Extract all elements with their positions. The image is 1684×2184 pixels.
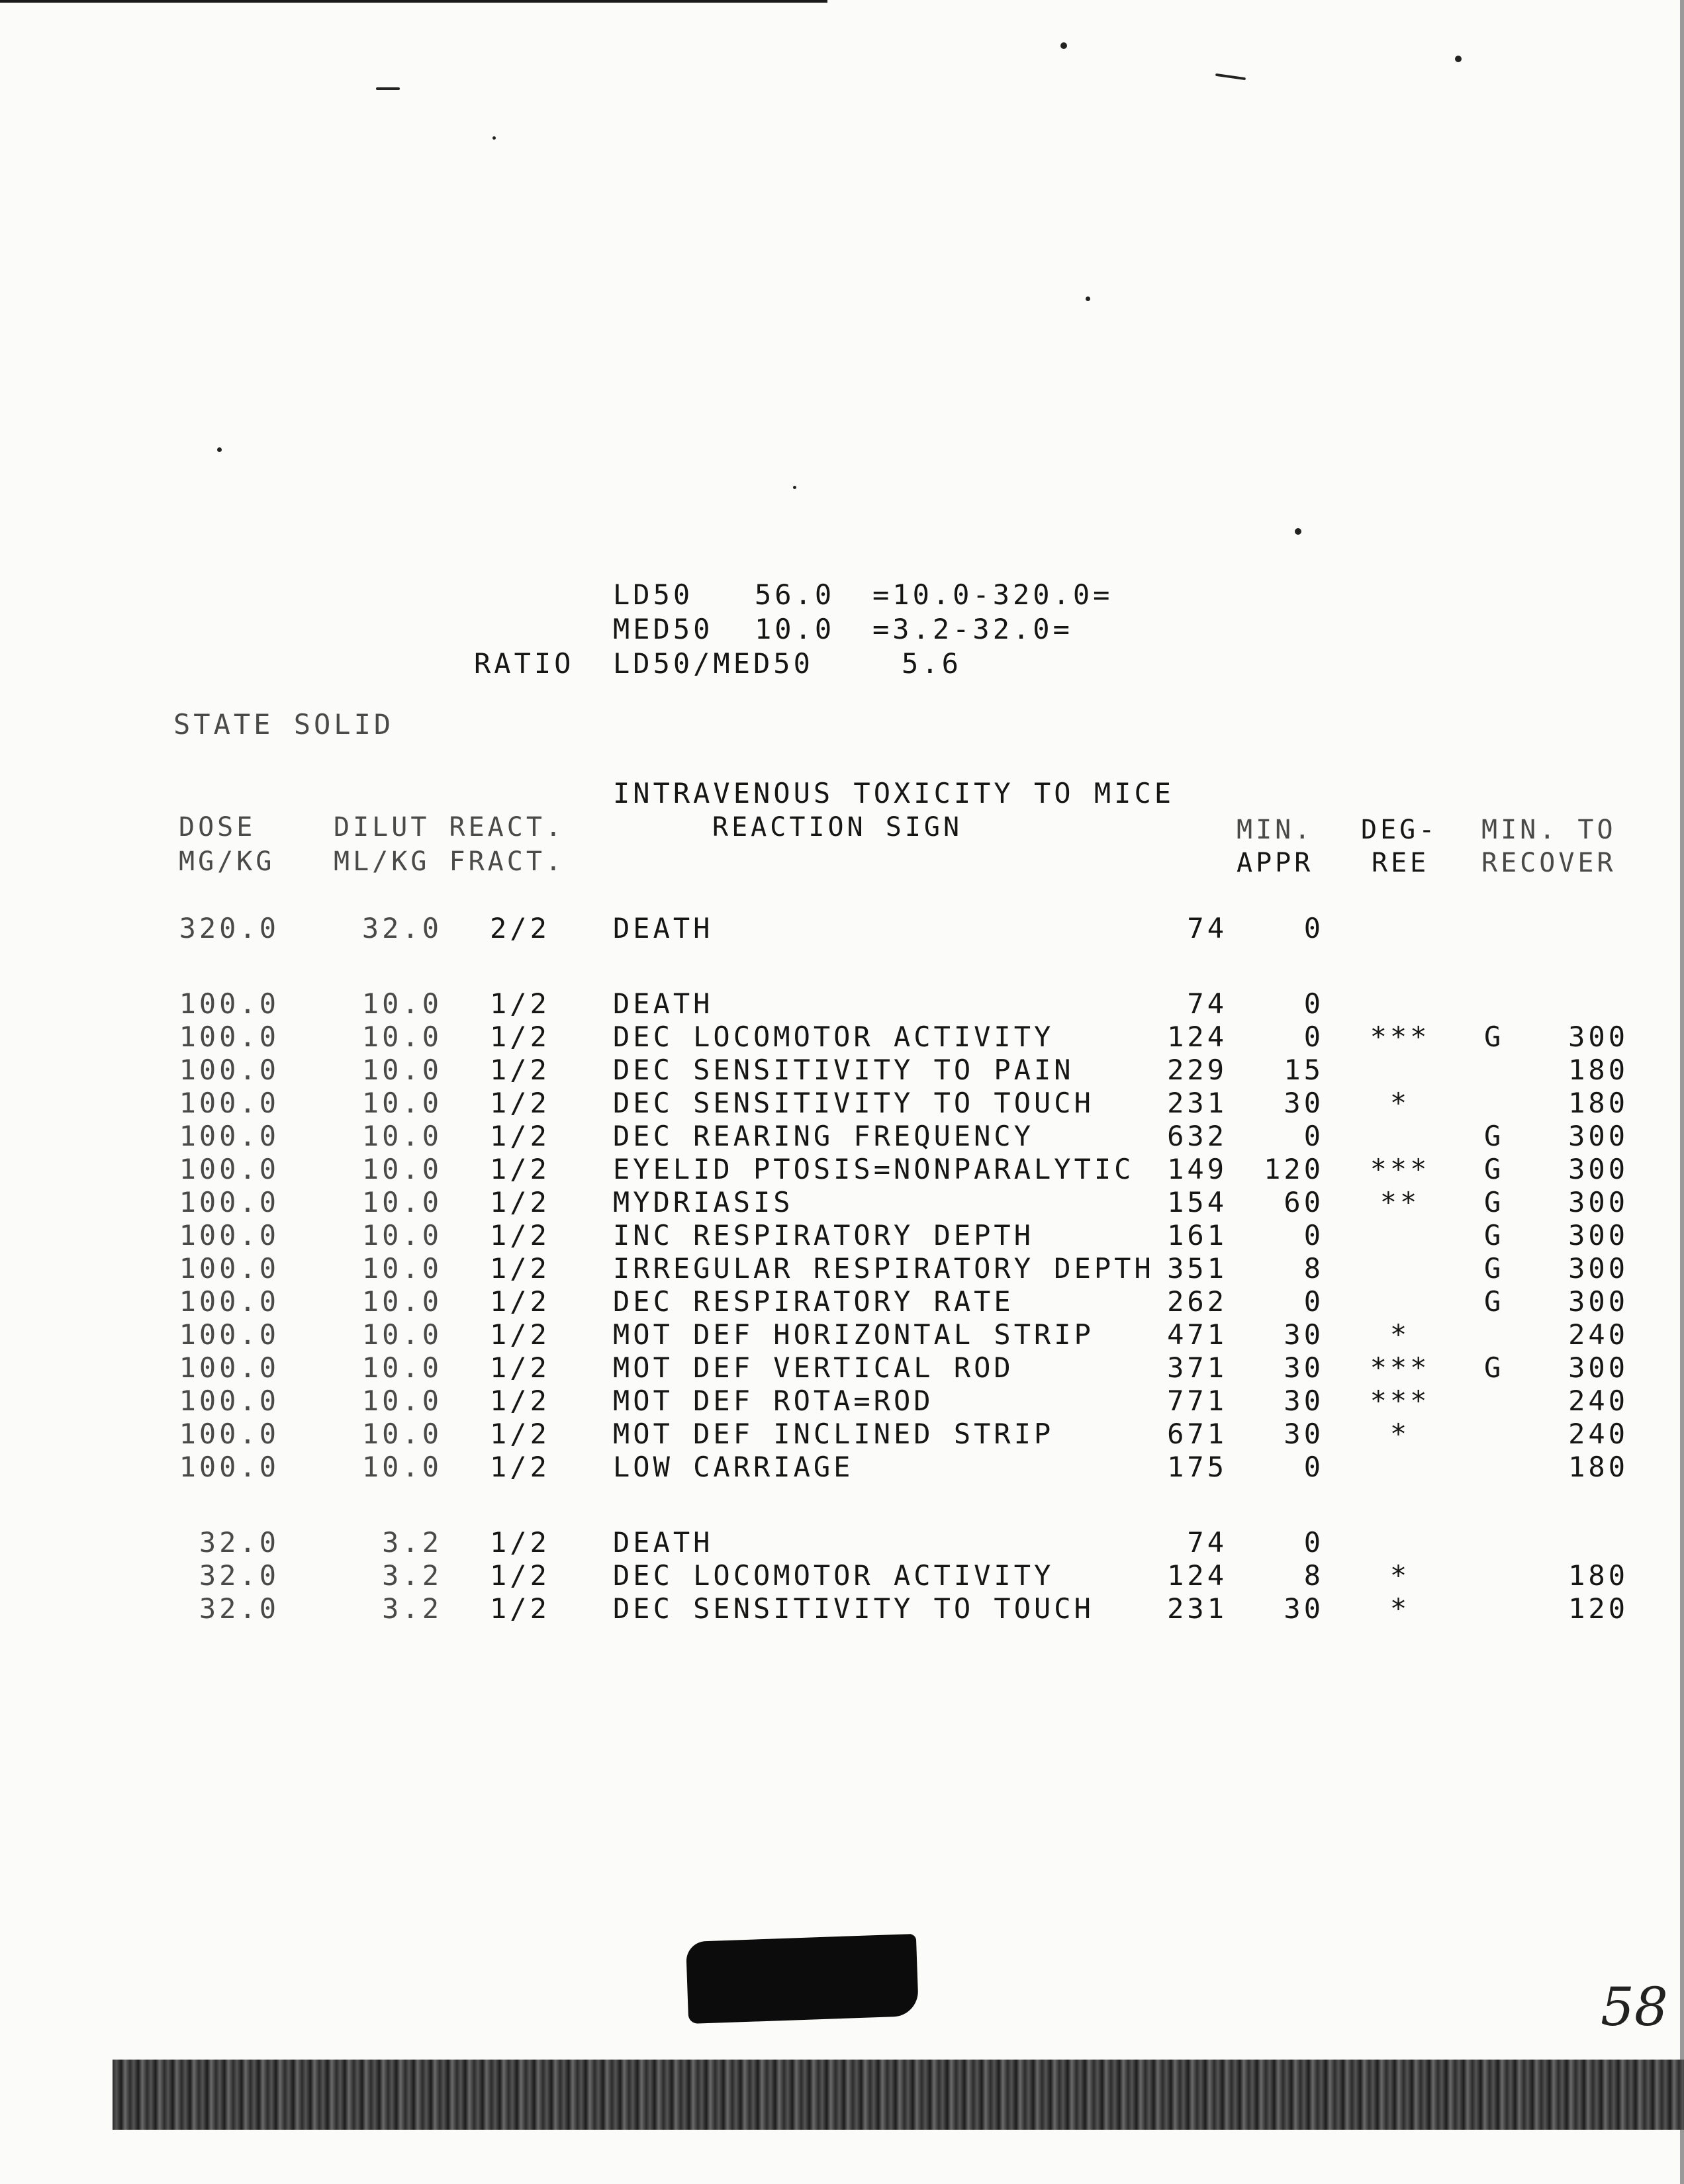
- cell-dose: 100.0: [179, 1418, 279, 1450]
- cell-degree: *: [1389, 1592, 1411, 1625]
- cell-appr: 8: [1303, 1252, 1324, 1285]
- cell-sign: IRREGULAR RESPIRATORY DEPTH: [613, 1252, 1154, 1285]
- cell-fract: 1/2: [490, 1318, 550, 1351]
- ld50-range: =10.0-320.0=: [872, 578, 1113, 611]
- ratio-value: 5.6: [902, 647, 962, 680]
- cell-degree: *: [1389, 1087, 1411, 1119]
- cell-dilut: 10.0: [361, 1418, 442, 1450]
- cell-fract: 1/2: [490, 1559, 550, 1592]
- cell-code: 632: [1167, 1120, 1227, 1152]
- cell-code: 231: [1167, 1087, 1227, 1119]
- cell-code: 74: [1187, 912, 1227, 944]
- cell-dilut: 10.0: [361, 1318, 442, 1351]
- cell-code: 74: [1187, 1526, 1227, 1559]
- cell-dilut: 10.0: [361, 1451, 442, 1483]
- cell-sign: EYELID PTOSIS=NONPARALYTIC: [613, 1153, 1135, 1185]
- cell-dose: 100.0: [179, 1120, 279, 1152]
- cell-sign: DEATH: [613, 1526, 714, 1559]
- cell-dilut: 32.0: [361, 912, 442, 944]
- cell-dose: 320.0: [179, 912, 279, 944]
- degree-header-2: REE: [1372, 848, 1430, 878]
- cell-fract: 1/2: [490, 1120, 550, 1152]
- cell-recover: 300: [1568, 1021, 1628, 1053]
- cell-degree: *: [1389, 1318, 1411, 1351]
- scan-speck: [217, 447, 222, 452]
- cell-dose: 100.0: [179, 1351, 279, 1384]
- cell-g: G: [1484, 1351, 1505, 1384]
- cell-appr: 30: [1284, 1318, 1324, 1351]
- cell-dilut: 10.0: [361, 1186, 442, 1218]
- cell-dose: 100.0: [179, 1021, 279, 1053]
- cell-dilut: 10.0: [361, 1385, 442, 1417]
- min-recover-header-2: RECOVER: [1481, 848, 1616, 878]
- cell-sign: DEC LOCOMOTOR ACTIVITY: [613, 1559, 1054, 1592]
- scan-mark: [376, 87, 400, 90]
- cell-sign: DEC REARING FREQUENCY: [613, 1120, 1035, 1152]
- cell-g: G: [1484, 1186, 1505, 1218]
- cell-code: 229: [1167, 1054, 1227, 1086]
- cell-dilut: 3.2: [382, 1592, 442, 1625]
- cell-dilut: 3.2: [382, 1559, 442, 1592]
- cell-dose: 100.0: [179, 1186, 279, 1218]
- cell-recover: 120: [1568, 1592, 1628, 1625]
- cell-sign: DEC RESPIRATORY RATE: [613, 1285, 1014, 1318]
- top-rule: [0, 0, 827, 3]
- cell-appr: 30: [1284, 1087, 1324, 1119]
- cell-recover: 180: [1568, 1054, 1628, 1086]
- cell-dose: 100.0: [179, 1054, 279, 1086]
- cell-appr: 60: [1284, 1186, 1324, 1218]
- cell-fract: 1/2: [490, 1385, 550, 1417]
- cell-appr: 8: [1303, 1559, 1324, 1592]
- cell-appr: 30: [1284, 1351, 1324, 1384]
- cell-appr: 0: [1303, 987, 1324, 1020]
- cell-recover: 300: [1568, 1120, 1628, 1152]
- scan-edge-bar: [113, 2060, 1684, 2130]
- cell-recover: 180: [1568, 1087, 1628, 1119]
- min-appr-header-2: APPR: [1237, 848, 1314, 878]
- cell-code: 161: [1167, 1219, 1227, 1251]
- state-label: STATE SOLID: [173, 708, 395, 741]
- cell-sign: MOT DEF VERTICAL ROD: [613, 1351, 1014, 1384]
- cell-code: 351: [1167, 1252, 1227, 1285]
- cell-recover: 300: [1568, 1252, 1628, 1285]
- scan-speck: [793, 486, 796, 489]
- ratio-name: LD50/MED50: [613, 647, 814, 680]
- cell-fract: 1/2: [490, 1021, 550, 1053]
- scan-speck: [1295, 528, 1301, 535]
- ratio-label: RATIO: [474, 647, 575, 680]
- cell-code: 371: [1167, 1351, 1227, 1384]
- table-title: INTRAVENOUS TOXICITY TO MICE: [613, 777, 1175, 809]
- cell-recover: 240: [1568, 1418, 1628, 1450]
- cell-degree: ***: [1370, 1351, 1430, 1384]
- cell-code: 149: [1167, 1153, 1227, 1185]
- cell-fract: 1/2: [490, 1351, 550, 1384]
- cell-code: 124: [1167, 1559, 1227, 1592]
- cell-dilut: 10.0: [361, 1285, 442, 1318]
- cell-code: 262: [1167, 1285, 1227, 1318]
- cell-fract: 1/2: [490, 1451, 550, 1483]
- cell-recover: 300: [1568, 1219, 1628, 1251]
- cell-dose: 32.0: [199, 1592, 279, 1625]
- cell-dose: 100.0: [179, 1153, 279, 1185]
- med50-range: =3.2-32.0=: [872, 613, 1073, 645]
- scan-speck: [1086, 296, 1090, 301]
- cell-dose: 100.0: [179, 1252, 279, 1285]
- cell-sign: MOT DEF ROTA=ROD: [613, 1385, 934, 1417]
- cell-g: G: [1484, 1252, 1505, 1285]
- cell-code: 124: [1167, 1021, 1227, 1053]
- cell-recover: 240: [1568, 1318, 1628, 1351]
- page-edge: [1680, 0, 1684, 2184]
- cell-sign: DEATH: [613, 987, 714, 1020]
- cell-dilut: 3.2: [382, 1526, 442, 1559]
- cell-dose: 100.0: [179, 1087, 279, 1119]
- cell-dilut: 10.0: [361, 987, 442, 1020]
- redaction-blot: [686, 1934, 919, 2024]
- cell-dose: 32.0: [199, 1526, 279, 1559]
- cell-code: 175: [1167, 1451, 1227, 1483]
- cell-dilut: 10.0: [361, 1252, 442, 1285]
- cell-dilut: 10.0: [361, 1351, 442, 1384]
- cell-code: 471: [1167, 1318, 1227, 1351]
- cell-appr: 120: [1264, 1153, 1324, 1185]
- cell-fract: 1/2: [490, 1219, 550, 1251]
- reaction-sign-header: REACTION SIGN: [712, 812, 963, 842]
- cell-fract: 1/2: [490, 1153, 550, 1185]
- med50-value: 10.0: [755, 613, 835, 645]
- cell-appr: 0: [1303, 912, 1324, 944]
- cell-fract: 1/2: [490, 1087, 550, 1119]
- dilut-header-1: DILUT REACT.: [334, 812, 565, 842]
- cell-degree: ***: [1370, 1021, 1430, 1053]
- cell-fract: 1/2: [490, 987, 550, 1020]
- cell-dilut: 10.0: [361, 1087, 442, 1119]
- cell-dose: 32.0: [199, 1559, 279, 1592]
- cell-code: 154: [1167, 1186, 1227, 1218]
- scan-speck: [1060, 42, 1067, 49]
- cell-recover: 180: [1568, 1559, 1628, 1592]
- cell-recover: 300: [1568, 1186, 1628, 1218]
- scan-speck: [1455, 56, 1462, 62]
- ld50-label: LD50: [613, 578, 694, 611]
- cell-dose: 100.0: [179, 1451, 279, 1483]
- cell-dilut: 10.0: [361, 1054, 442, 1086]
- cell-appr: 30: [1284, 1385, 1324, 1417]
- cell-appr: 0: [1303, 1285, 1324, 1318]
- cell-g: G: [1484, 1219, 1505, 1251]
- cell-recover: 180: [1568, 1451, 1628, 1483]
- cell-sign: DEC SENSITIVITY TO TOUCH: [613, 1592, 1094, 1625]
- cell-fract: 1/2: [490, 1054, 550, 1086]
- cell-fract: 1/2: [490, 1285, 550, 1318]
- cell-degree: ***: [1370, 1385, 1430, 1417]
- ld50-value: 56.0: [755, 578, 835, 611]
- cell-fract: 1/2: [490, 1526, 550, 1559]
- cell-fract: 1/2: [490, 1252, 550, 1285]
- dose-header-1: DOSE: [179, 812, 256, 842]
- cell-g: G: [1484, 1021, 1505, 1053]
- cell-sign: INC RESPIRATORY DEPTH: [613, 1219, 1035, 1251]
- cell-g: G: [1484, 1153, 1505, 1185]
- cell-sign: DEC SENSITIVITY TO PAIN: [613, 1054, 1074, 1086]
- cell-sign: DEC SENSITIVITY TO TOUCH: [613, 1087, 1094, 1119]
- cell-dose: 100.0: [179, 1219, 279, 1251]
- med50-label: MED50: [613, 613, 714, 645]
- cell-appr: 0: [1303, 1451, 1324, 1483]
- cell-appr: 0: [1303, 1021, 1324, 1053]
- cell-fract: 1/2: [490, 1592, 550, 1625]
- cell-dilut: 10.0: [361, 1153, 442, 1185]
- cell-appr: 30: [1284, 1592, 1324, 1625]
- cell-code: 671: [1167, 1418, 1227, 1450]
- cell-degree: **: [1380, 1186, 1421, 1218]
- cell-fract: 2/2: [490, 912, 550, 944]
- cell-recover: 300: [1568, 1351, 1628, 1384]
- cell-dilut: 10.0: [361, 1219, 442, 1251]
- cell-appr: 0: [1303, 1219, 1324, 1251]
- cell-sign: LOW CARRIAGE: [613, 1451, 854, 1483]
- cell-sign: MYDRIASIS: [613, 1186, 794, 1218]
- min-appr-header-1: MIN.: [1237, 815, 1314, 845]
- cell-sign: DEC LOCOMOTOR ACTIVITY: [613, 1021, 1054, 1053]
- cell-code: 771: [1167, 1385, 1227, 1417]
- cell-sign: DEATH: [613, 912, 714, 944]
- cell-appr: 0: [1303, 1526, 1324, 1559]
- cell-sign: MOT DEF HORIZONTAL STRIP: [613, 1318, 1094, 1351]
- cell-dose: 100.0: [179, 1285, 279, 1318]
- cell-appr: 15: [1284, 1054, 1324, 1086]
- cell-sign: MOT DEF INCLINED STRIP: [613, 1418, 1054, 1450]
- cell-fract: 1/2: [490, 1186, 550, 1218]
- cell-dose: 100.0: [179, 1318, 279, 1351]
- min-recover-header-1: MIN. TO: [1481, 815, 1616, 845]
- page-number: 58: [1601, 1976, 1668, 2038]
- dilut-header-2: ML/KG FRACT.: [334, 846, 565, 877]
- cell-g: G: [1484, 1285, 1505, 1318]
- cell-recover: 240: [1568, 1385, 1628, 1417]
- cell-appr: 30: [1284, 1418, 1324, 1450]
- cell-degree: *: [1389, 1559, 1411, 1592]
- cell-dose: 100.0: [179, 1385, 279, 1417]
- cell-dilut: 10.0: [361, 1021, 442, 1053]
- cell-appr: 0: [1303, 1120, 1324, 1152]
- cell-recover: 300: [1568, 1153, 1628, 1185]
- cell-recover: 300: [1568, 1285, 1628, 1318]
- scan-speck: [492, 136, 496, 140]
- cell-degree: *: [1389, 1418, 1411, 1450]
- cell-code: 74: [1187, 987, 1227, 1020]
- cell-degree: ***: [1370, 1153, 1430, 1185]
- scan-mark: [1215, 73, 1246, 80]
- cell-dilut: 10.0: [361, 1120, 442, 1152]
- cell-dose: 100.0: [179, 987, 279, 1020]
- degree-header-1: DEG-: [1361, 815, 1438, 845]
- cell-g: G: [1484, 1120, 1505, 1152]
- cell-code: 231: [1167, 1592, 1227, 1625]
- cell-fract: 1/2: [490, 1418, 550, 1450]
- dose-header-2: MG/KG: [179, 846, 275, 877]
